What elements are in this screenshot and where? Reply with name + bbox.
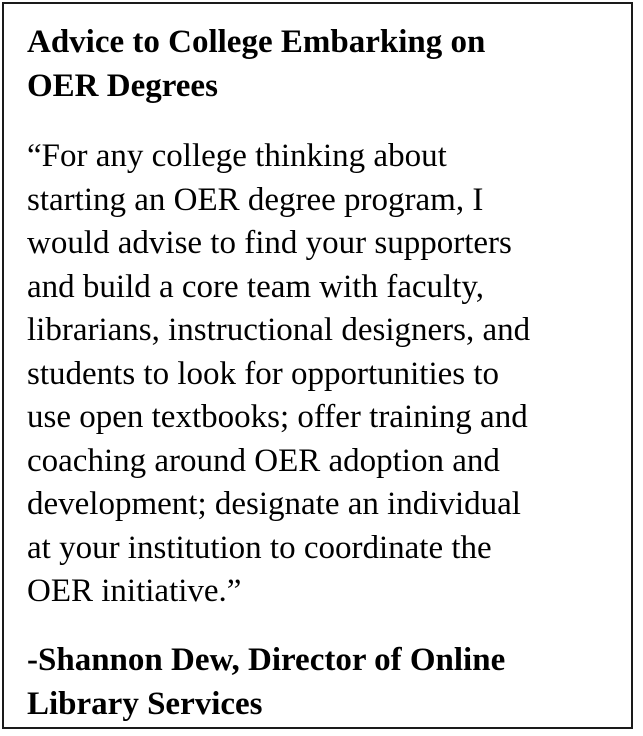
quote-line: librarians, instructional designers, and (27, 312, 531, 348)
quote-line: use open textbooks; offer training and (27, 399, 528, 435)
quote-line: coaching around OER adoption and (27, 442, 500, 479)
quote-line: development; designate an individual (27, 486, 521, 522)
quote-line: OER initiative.” (27, 573, 242, 609)
title-line: OER Degrees (27, 68, 218, 104)
quote-attribution (27, 638, 617, 726)
quote-line: would advise to find your supporters (27, 225, 512, 261)
quote-line: and build a core team with faculty, (27, 268, 484, 305)
attribution-line: Library Services (27, 686, 263, 722)
advice-callout-box (2, 2, 633, 729)
title-line: Advice to College Embarking on (27, 24, 486, 60)
attribution-line: -Shannon Dew, Director of Online (27, 642, 506, 678)
quote-line: students to look for opportunities to (27, 355, 500, 392)
quote-line: “For any college thinking about (27, 138, 447, 174)
quote-line: at your institution to coordinate the (27, 529, 492, 566)
callout-quote (27, 135, 627, 614)
quote-line: starting an OER degree program, I (27, 181, 484, 218)
callout-title (27, 20, 617, 108)
